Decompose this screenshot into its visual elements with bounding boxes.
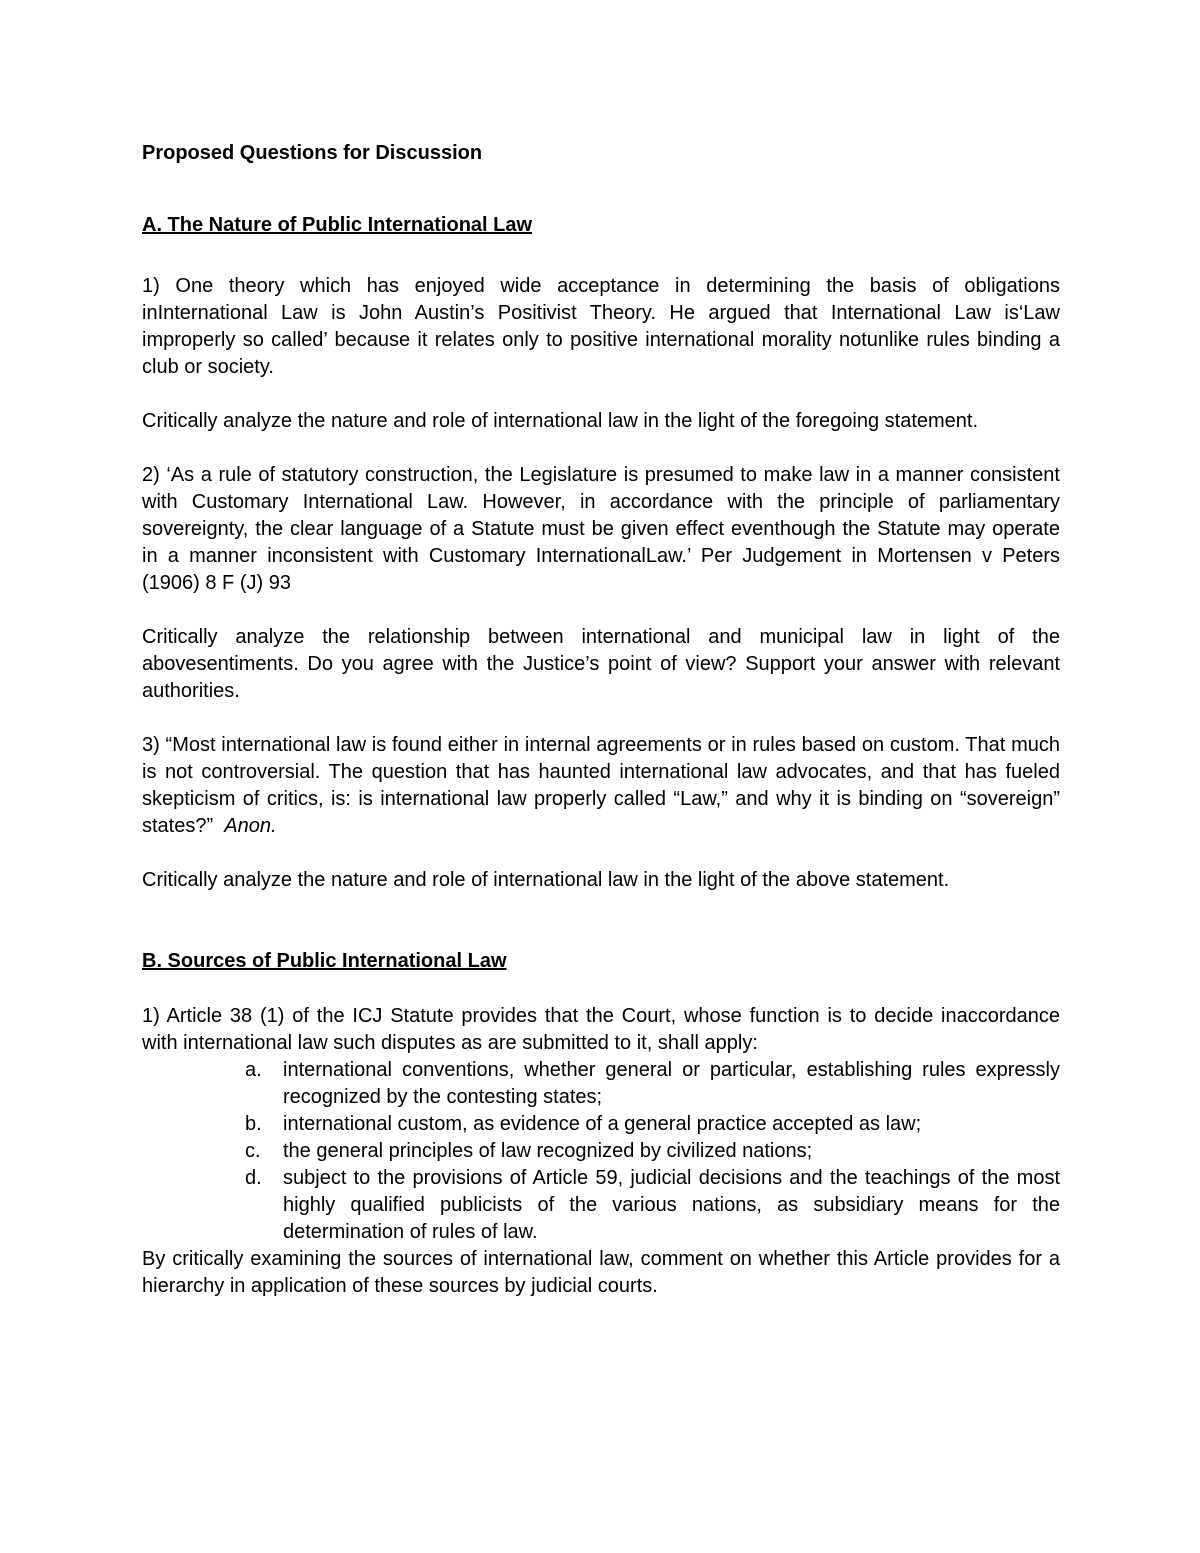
- list-item: [142, 1111, 1060, 1138]
- list-marker: c.: [245, 1140, 261, 1162]
- document-title: Proposed Questions for Discussion: [142, 142, 483, 164]
- list-marker: a.: [245, 1059, 262, 1081]
- list-marker: b.: [245, 1113, 262, 1135]
- section-b-question-1: 1) Article 38 (1) of the ICJ Statute provides that the Court, whose function is to decide inaccordance with international law such disputes as are submitted to it, shall apply:: [142, 1005, 1060, 1054]
- section-a-question-3-prompt: Critically analyze the nature and role of international law in the light of the above statement.: [142, 869, 950, 891]
- section-a-question-2: 2) ‘As a rule of statutory construction, the Legislature is presumed to make law in a manner consistent with Customary International Law. However, in accordance with the principle of parliamentary sovereignty, the clear language of a Statute must be given effect eventhough the Statute may operate in a manner inconsistent with Customary InternationalLaw.’ Per Judgement in Mortensen v Peters (1906) 8 F (J) 93: [142, 464, 1060, 594]
- section-b-question-1-prompt: By critically examining the sources of international law, comment on whether this Article provides for a hierarchy in application of these sources by judicial courts.: [142, 1248, 1060, 1297]
- section-a-question-1: 1) One theory which has enjoyed wide acceptance in determining the basis of obligations inInternational Law is John Austin’s Positivist Theory. He argued that International Law is‘Law improperly so called’ because it relates only to positive international morality notunlike rules binding a club or society.: [142, 275, 1060, 378]
- list-item-text: subject to the provisions of Article 59, judicial decisions and the teachings of the most highly qualified publicists of the various nations, as subsidiary means for the determination of rules of law.: [283, 1167, 1060, 1243]
- list-item-text: international custom, as evidence of a general practice accepted as law;: [283, 1113, 922, 1135]
- list-item-text: international conventions, whether general or particular, establishing rules expressly recognized by the contesting states;: [283, 1059, 1060, 1108]
- list-item: [142, 1057, 1060, 1111]
- section-a-heading: A. The Nature of Public International Law: [142, 214, 533, 236]
- section-a-question-1-prompt: Critically analyze the nature and role of international law in the light of the foregoing statement.: [142, 410, 979, 432]
- list-marker: d.: [245, 1167, 262, 1189]
- document-page: [142, 140, 1060, 1300]
- section-a-question-3-text: 3) “Most international law is found either in internal agreements or in rules based on custom. That much is not controversial. The question that has haunted international law advocates, and that has fueled skepticism of critics, is: is international law properly called “Law,” and why it is binding on “sovereign” states?”: [142, 734, 1060, 837]
- section-b-heading: B. Sources of Public International Law: [142, 950, 507, 972]
- section-a-question-2-prompt: Critically analyze the relationship between international and municipal law in light of the abovesentiments. Do you agree with the Justice’s point of view? Support your answer with relevant authorities.: [142, 626, 1060, 702]
- list-item: [142, 1138, 1060, 1165]
- list-item-text: the general principles of law recognized by civilized nations;: [283, 1140, 813, 1162]
- section-a-question-3: [142, 732, 1060, 840]
- article-38-list: [142, 1057, 1060, 1246]
- list-item: [142, 1165, 1060, 1246]
- question-3-attribution: Anon.: [224, 815, 277, 837]
